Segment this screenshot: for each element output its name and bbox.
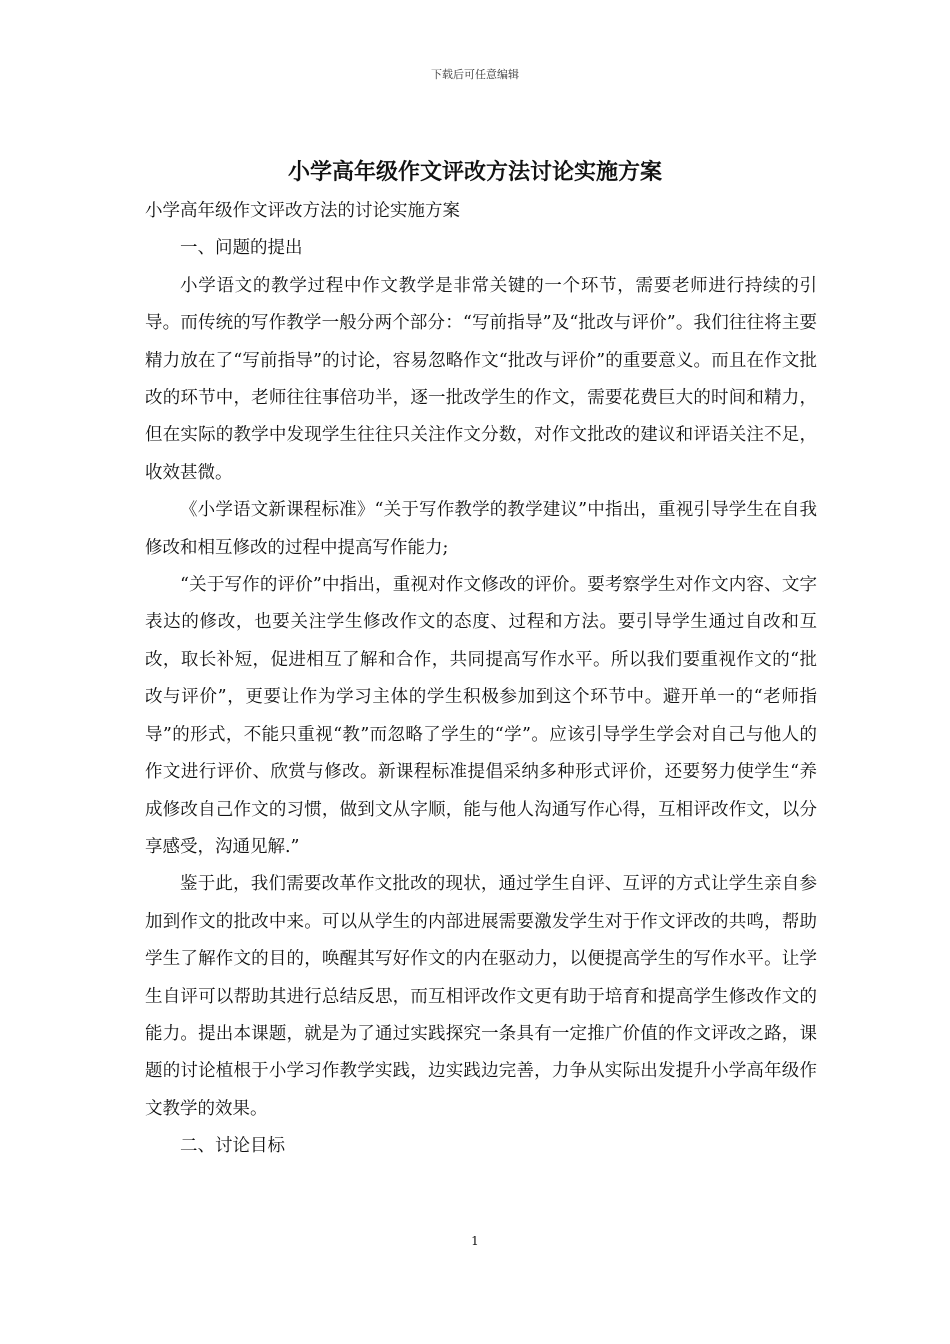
document-title: 小学高年级作文评改方法讨论实施方案 (287, 159, 662, 185)
paragraph-problem-4: 鉴于此，我们需要改革作文批改的现状，通过学生自评、互评的方式让学生亲自参加到作文的批改中来。可以从学生的内部进展需要激发学生对于作文评改的共鸣，帮助学生了解作文的目的，唤醒其写好作文的内在驱动力，以便提高学生的写作水平。让学生自评可以帮助其进行总结反思，而互相评改作文更有助于培育和提高学生修改作文的能力。提出本课题，就是为了通过实践探究一条具有一定推广价值的作文评改之路，课题的讨论植根于小学习作教学实践，边实践边完善，力争从实际出发提升小学高年级作文教学的效果。 (145, 874, 817, 1119)
section-heading-problem: 一、问题的提出 (180, 238, 303, 259)
document-body (145, 193, 817, 1166)
document-subtitle: 小学高年级作文评改方法的讨论实施方案 (145, 201, 460, 221)
page-number: 1 (471, 1234, 479, 1248)
paragraph-problem-3: “关于写作的评价”中指出，重视对作文修改的评价。要考察学生对作文内容、文字表达的修改，也要关注学生修改作文的态度、过程和方法。要引导学生通过自改和互改，取长补短，促进相互了解和合作，共同提高写作水平。所以我们要重视作文的“批改与评价”，更要让作为学习主体的学生积极参加到这个环节中。避开单一的“老师指导”的形式，不能只重视“教”而忽略了学生的“学”。应该引导学生学会对自己与他人的作文进行评价、欣赏与修改。新课程标准提倡采纳多种形式评价，还要努力使学生“养成修改自己作文的习惯，做到文从字顺，能与他人沟通写作心得，互相评改作文，以分享感受，沟通见解.” (145, 575, 817, 857)
paragraph-problem-1: 小学语文的教学过程中作文教学是非常关键的一个环节，需要老师进行持续的引导。而传统的写作教学一般分两个部分：“写前指导”及“批改与评价”。我们往往将主要精力放在了“写前指导”的讨论，容易忽略作文“批改与评价”的重要意义。而且在作文批改的环节中，老师往往事倍功半，逐一批改学生的作文，需要花费巨大的时间和精力，但在实际的教学中发现学生往往只关注作文分数，对作文批改的建议和评语关注不足，收效甚微。 (145, 275, 817, 483)
page-header-note: 下载后可任意编辑 (431, 68, 519, 81)
paragraph-problem-2: 《小学语文新课程标准》“关于写作教学的教学建议”中指出，重视引导学生在自我修改和相互修改的过程中提高写作能力; (145, 500, 817, 558)
section-heading-goals: 二、讨论目标 (180, 1136, 285, 1157)
